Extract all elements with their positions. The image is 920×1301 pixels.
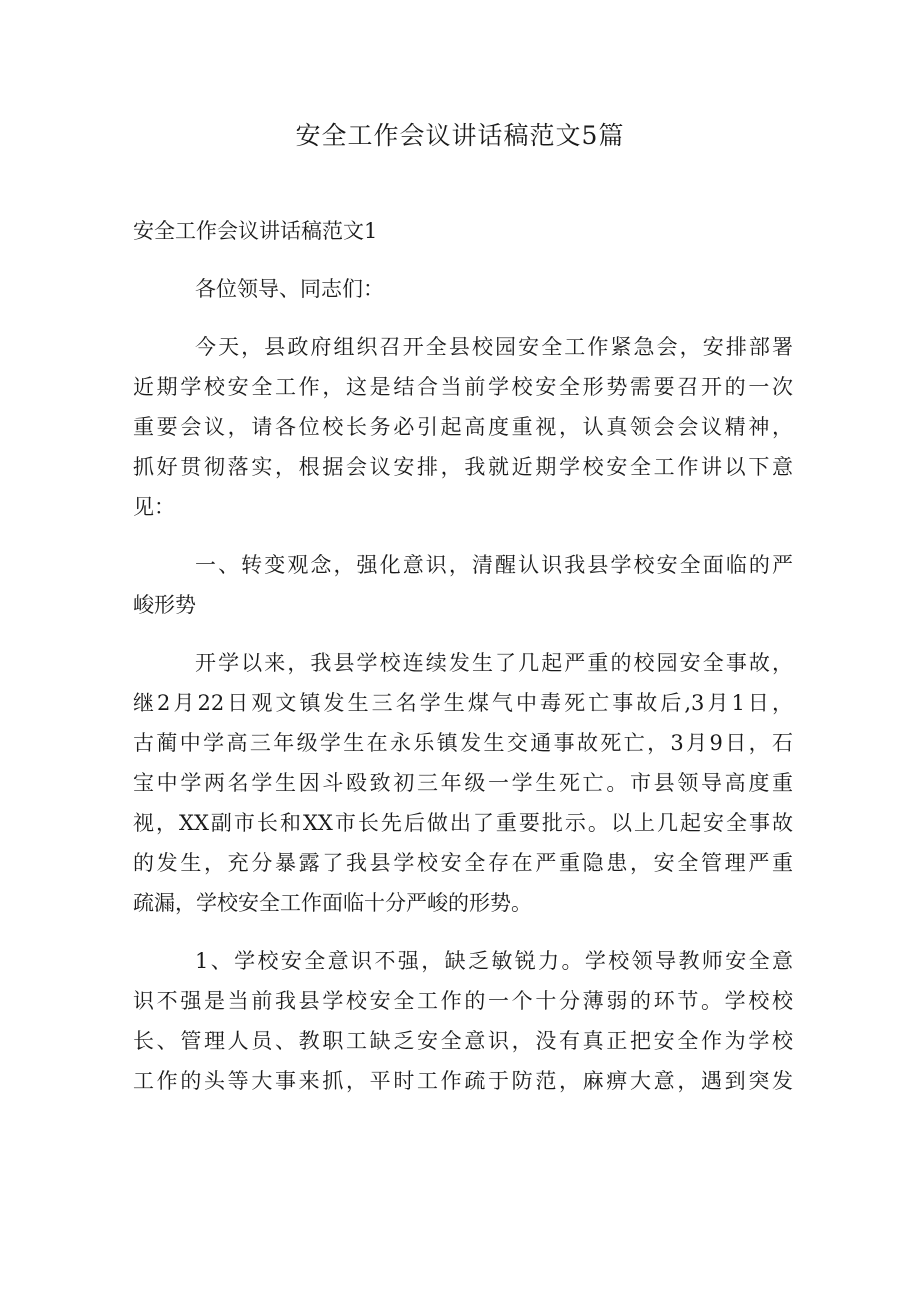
paragraph-2	[133, 643, 793, 923]
paragraph-line: 近期学校安全工作，这是结合当前学校安全形势需要召开的一次	[133, 375, 793, 399]
paragraph-line: 今天，县政府组织召开全县校园安全工作紧急会，安排部署	[195, 335, 793, 359]
paragraph-line: 的发生，充分暴露了我县学校安全存在严重隐患，安全管理严重	[133, 851, 793, 875]
paragraph-line: 疏漏，学校安全工作面临十分严峻的形势。	[133, 891, 532, 915]
paragraph-line: 1、学校安全意识不强，缺乏敏锐力。学校领导教师安全意	[195, 949, 793, 973]
greeting: 各位领导、同志们：	[195, 277, 384, 301]
paragraph-line: 重要会议，请各位校长务必引起高度重视，认真领会会议精神，	[133, 415, 793, 439]
document-body	[133, 211, 793, 1101]
paragraph-line: 见：	[133, 495, 175, 519]
paragraph-line: 工作的头等大事来抓，平时工作疏于防范，麻痹大意，遇到突发	[133, 1069, 793, 1093]
paragraph-3	[133, 941, 793, 1101]
point-1-heading	[133, 545, 793, 625]
document-title: 安全工作会议讲话稿范文5篇	[295, 121, 625, 150]
paragraph-line: 宝中学两名学生因斗殴致初三年级一学生死亡。市县领导高度重	[133, 771, 793, 795]
paragraph-line: 视，XX副市长和XX市长先后做出了重要批示。以上几起安全事故	[133, 811, 793, 835]
heading-line: 峻形势	[133, 593, 196, 617]
paragraph-line: 古蔺中学高三年级学生在永乐镇发生交通事故死亡，3月9日，石	[133, 731, 793, 755]
paragraph-1	[133, 327, 793, 527]
paragraph-line: 识不强是当前我县学校安全工作的一个十分薄弱的环节。学校校	[133, 989, 793, 1013]
paragraph-line: 开学以来，我县学校连续发生了几起严重的校园安全事故，	[195, 651, 793, 675]
paragraph-line: 抓好贯彻落实，根据会议安排，我就近期学校安全工作讲以下意	[133, 455, 793, 479]
heading-line: 一、转变观念，强化意识，清醒认识我县学校安全面临的严	[195, 553, 793, 577]
paragraph-line: 继2月22日观文镇发生三名学生煤气中毒死亡事故后,3月1日，	[133, 691, 793, 715]
section-heading: 安全工作会议讲话稿范文1	[133, 219, 378, 243]
paragraph-line: 长、管理人员、教职工缺乏安全意识，没有真正把安全作为学校	[133, 1029, 793, 1053]
